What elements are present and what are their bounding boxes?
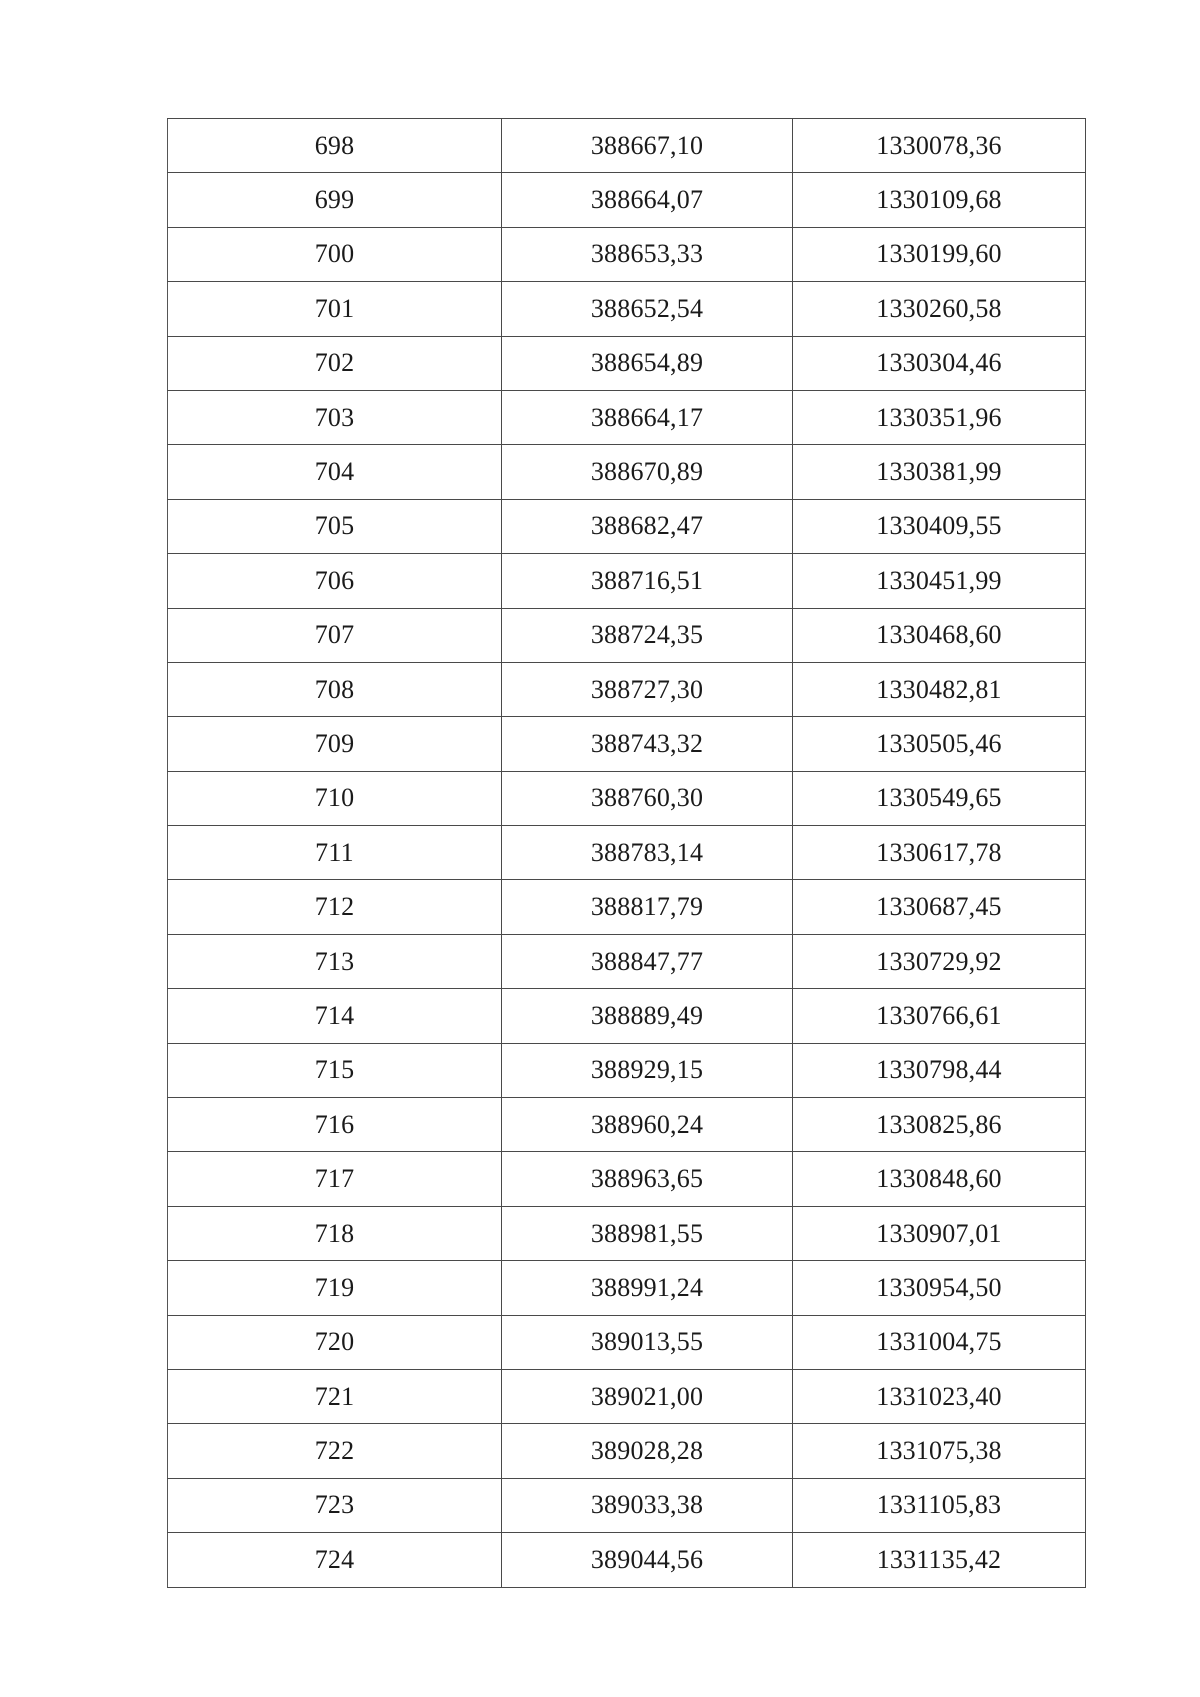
table-row (168, 1098, 1086, 1152)
x-coordinate-cell: 388664,17 (502, 390, 793, 444)
x-coordinate-cell: 388716,51 (502, 554, 793, 608)
table-row (168, 1533, 1086, 1587)
table-row (168, 390, 1086, 444)
x-coordinate-cell: 388981,55 (502, 1206, 793, 1260)
x-coordinate-cell: 388652,54 (502, 282, 793, 336)
point-number-cell: 717 (168, 1152, 502, 1206)
y-coordinate-cell: 1331023,40 (793, 1369, 1086, 1423)
point-number-cell: 703 (168, 390, 502, 444)
point-number-cell: 711 (168, 826, 502, 880)
y-coordinate-cell: 1330468,60 (793, 608, 1086, 662)
table-row (168, 826, 1086, 880)
y-coordinate-cell: 1331075,38 (793, 1424, 1086, 1478)
y-coordinate-cell: 1330954,50 (793, 1261, 1086, 1315)
table-row (168, 771, 1086, 825)
y-coordinate-cell: 1330798,44 (793, 1043, 1086, 1097)
table-row (168, 173, 1086, 227)
table-row (168, 1152, 1086, 1206)
table-row (168, 662, 1086, 716)
x-coordinate-cell: 388664,07 (502, 173, 793, 227)
point-number-cell: 707 (168, 608, 502, 662)
table-row (168, 119, 1086, 173)
coordinates-table (167, 118, 1086, 1588)
y-coordinate-cell: 1330078,36 (793, 119, 1086, 173)
table-row (168, 282, 1086, 336)
point-number-cell: 699 (168, 173, 502, 227)
table-row (168, 1478, 1086, 1532)
y-coordinate-cell: 1330451,99 (793, 554, 1086, 608)
y-coordinate-cell: 1330617,78 (793, 826, 1086, 880)
table-row (168, 227, 1086, 281)
y-coordinate-cell: 1330351,96 (793, 390, 1086, 444)
x-coordinate-cell: 388817,79 (502, 880, 793, 934)
point-number-cell: 705 (168, 499, 502, 553)
point-number-cell: 723 (168, 1478, 502, 1532)
x-coordinate-cell: 389028,28 (502, 1424, 793, 1478)
x-coordinate-cell: 388991,24 (502, 1261, 793, 1315)
point-number-cell: 721 (168, 1369, 502, 1423)
point-number-cell: 720 (168, 1315, 502, 1369)
y-coordinate-cell: 1330848,60 (793, 1152, 1086, 1206)
y-coordinate-cell: 1330825,86 (793, 1098, 1086, 1152)
table-row (168, 499, 1086, 553)
x-coordinate-cell: 389033,38 (502, 1478, 793, 1532)
table-row (168, 608, 1086, 662)
point-number-cell: 704 (168, 445, 502, 499)
point-number-cell: 706 (168, 554, 502, 608)
x-coordinate-cell: 389044,56 (502, 1533, 793, 1587)
x-coordinate-cell: 388963,65 (502, 1152, 793, 1206)
point-number-cell: 710 (168, 771, 502, 825)
x-coordinate-cell: 389013,55 (502, 1315, 793, 1369)
point-number-cell: 701 (168, 282, 502, 336)
table-row (168, 1369, 1086, 1423)
table-row (168, 717, 1086, 771)
point-number-cell: 716 (168, 1098, 502, 1152)
x-coordinate-cell: 389021,00 (502, 1369, 793, 1423)
table-row (168, 989, 1086, 1043)
table-row (168, 336, 1086, 390)
table-row (168, 1043, 1086, 1097)
x-coordinate-cell: 388929,15 (502, 1043, 793, 1097)
y-coordinate-cell: 1331004,75 (793, 1315, 1086, 1369)
point-number-cell: 709 (168, 717, 502, 771)
y-coordinate-cell: 1330304,46 (793, 336, 1086, 390)
x-coordinate-cell: 388783,14 (502, 826, 793, 880)
y-coordinate-cell: 1330729,92 (793, 934, 1086, 988)
y-coordinate-cell: 1330505,46 (793, 717, 1086, 771)
y-coordinate-cell: 1330199,60 (793, 227, 1086, 281)
x-coordinate-cell: 388743,32 (502, 717, 793, 771)
x-coordinate-cell: 388847,77 (502, 934, 793, 988)
point-number-cell: 718 (168, 1206, 502, 1260)
x-coordinate-cell: 388670,89 (502, 445, 793, 499)
table-row (168, 934, 1086, 988)
table-row (168, 445, 1086, 499)
x-coordinate-cell: 388727,30 (502, 662, 793, 716)
point-number-cell: 700 (168, 227, 502, 281)
point-number-cell: 702 (168, 336, 502, 390)
y-coordinate-cell: 1330687,45 (793, 880, 1086, 934)
point-number-cell: 724 (168, 1533, 502, 1587)
x-coordinate-cell: 388889,49 (502, 989, 793, 1043)
table-row (168, 1206, 1086, 1260)
table-row (168, 1424, 1086, 1478)
point-number-cell: 698 (168, 119, 502, 173)
point-number-cell: 722 (168, 1424, 502, 1478)
table-row (168, 880, 1086, 934)
table-row (168, 554, 1086, 608)
x-coordinate-cell: 388724,35 (502, 608, 793, 662)
y-coordinate-cell: 1330109,68 (793, 173, 1086, 227)
y-coordinate-cell: 1330409,55 (793, 499, 1086, 553)
x-coordinate-cell: 388653,33 (502, 227, 793, 281)
y-coordinate-cell: 1330482,81 (793, 662, 1086, 716)
y-coordinate-cell: 1330549,65 (793, 771, 1086, 825)
point-number-cell: 708 (168, 662, 502, 716)
point-number-cell: 714 (168, 989, 502, 1043)
point-number-cell: 713 (168, 934, 502, 988)
point-number-cell: 719 (168, 1261, 502, 1315)
x-coordinate-cell: 388682,47 (502, 499, 793, 553)
y-coordinate-cell: 1330260,58 (793, 282, 1086, 336)
x-coordinate-cell: 388960,24 (502, 1098, 793, 1152)
y-coordinate-cell: 1330766,61 (793, 989, 1086, 1043)
y-coordinate-cell: 1331135,42 (793, 1533, 1086, 1587)
point-number-cell: 715 (168, 1043, 502, 1097)
table-row (168, 1261, 1086, 1315)
table-row (168, 1315, 1086, 1369)
coordinates-table-body (168, 119, 1086, 1588)
x-coordinate-cell: 388760,30 (502, 771, 793, 825)
y-coordinate-cell: 1330381,99 (793, 445, 1086, 499)
point-number-cell: 712 (168, 880, 502, 934)
y-coordinate-cell: 1330907,01 (793, 1206, 1086, 1260)
y-coordinate-cell: 1331105,83 (793, 1478, 1086, 1532)
x-coordinate-cell: 388667,10 (502, 119, 793, 173)
x-coordinate-cell: 388654,89 (502, 336, 793, 390)
